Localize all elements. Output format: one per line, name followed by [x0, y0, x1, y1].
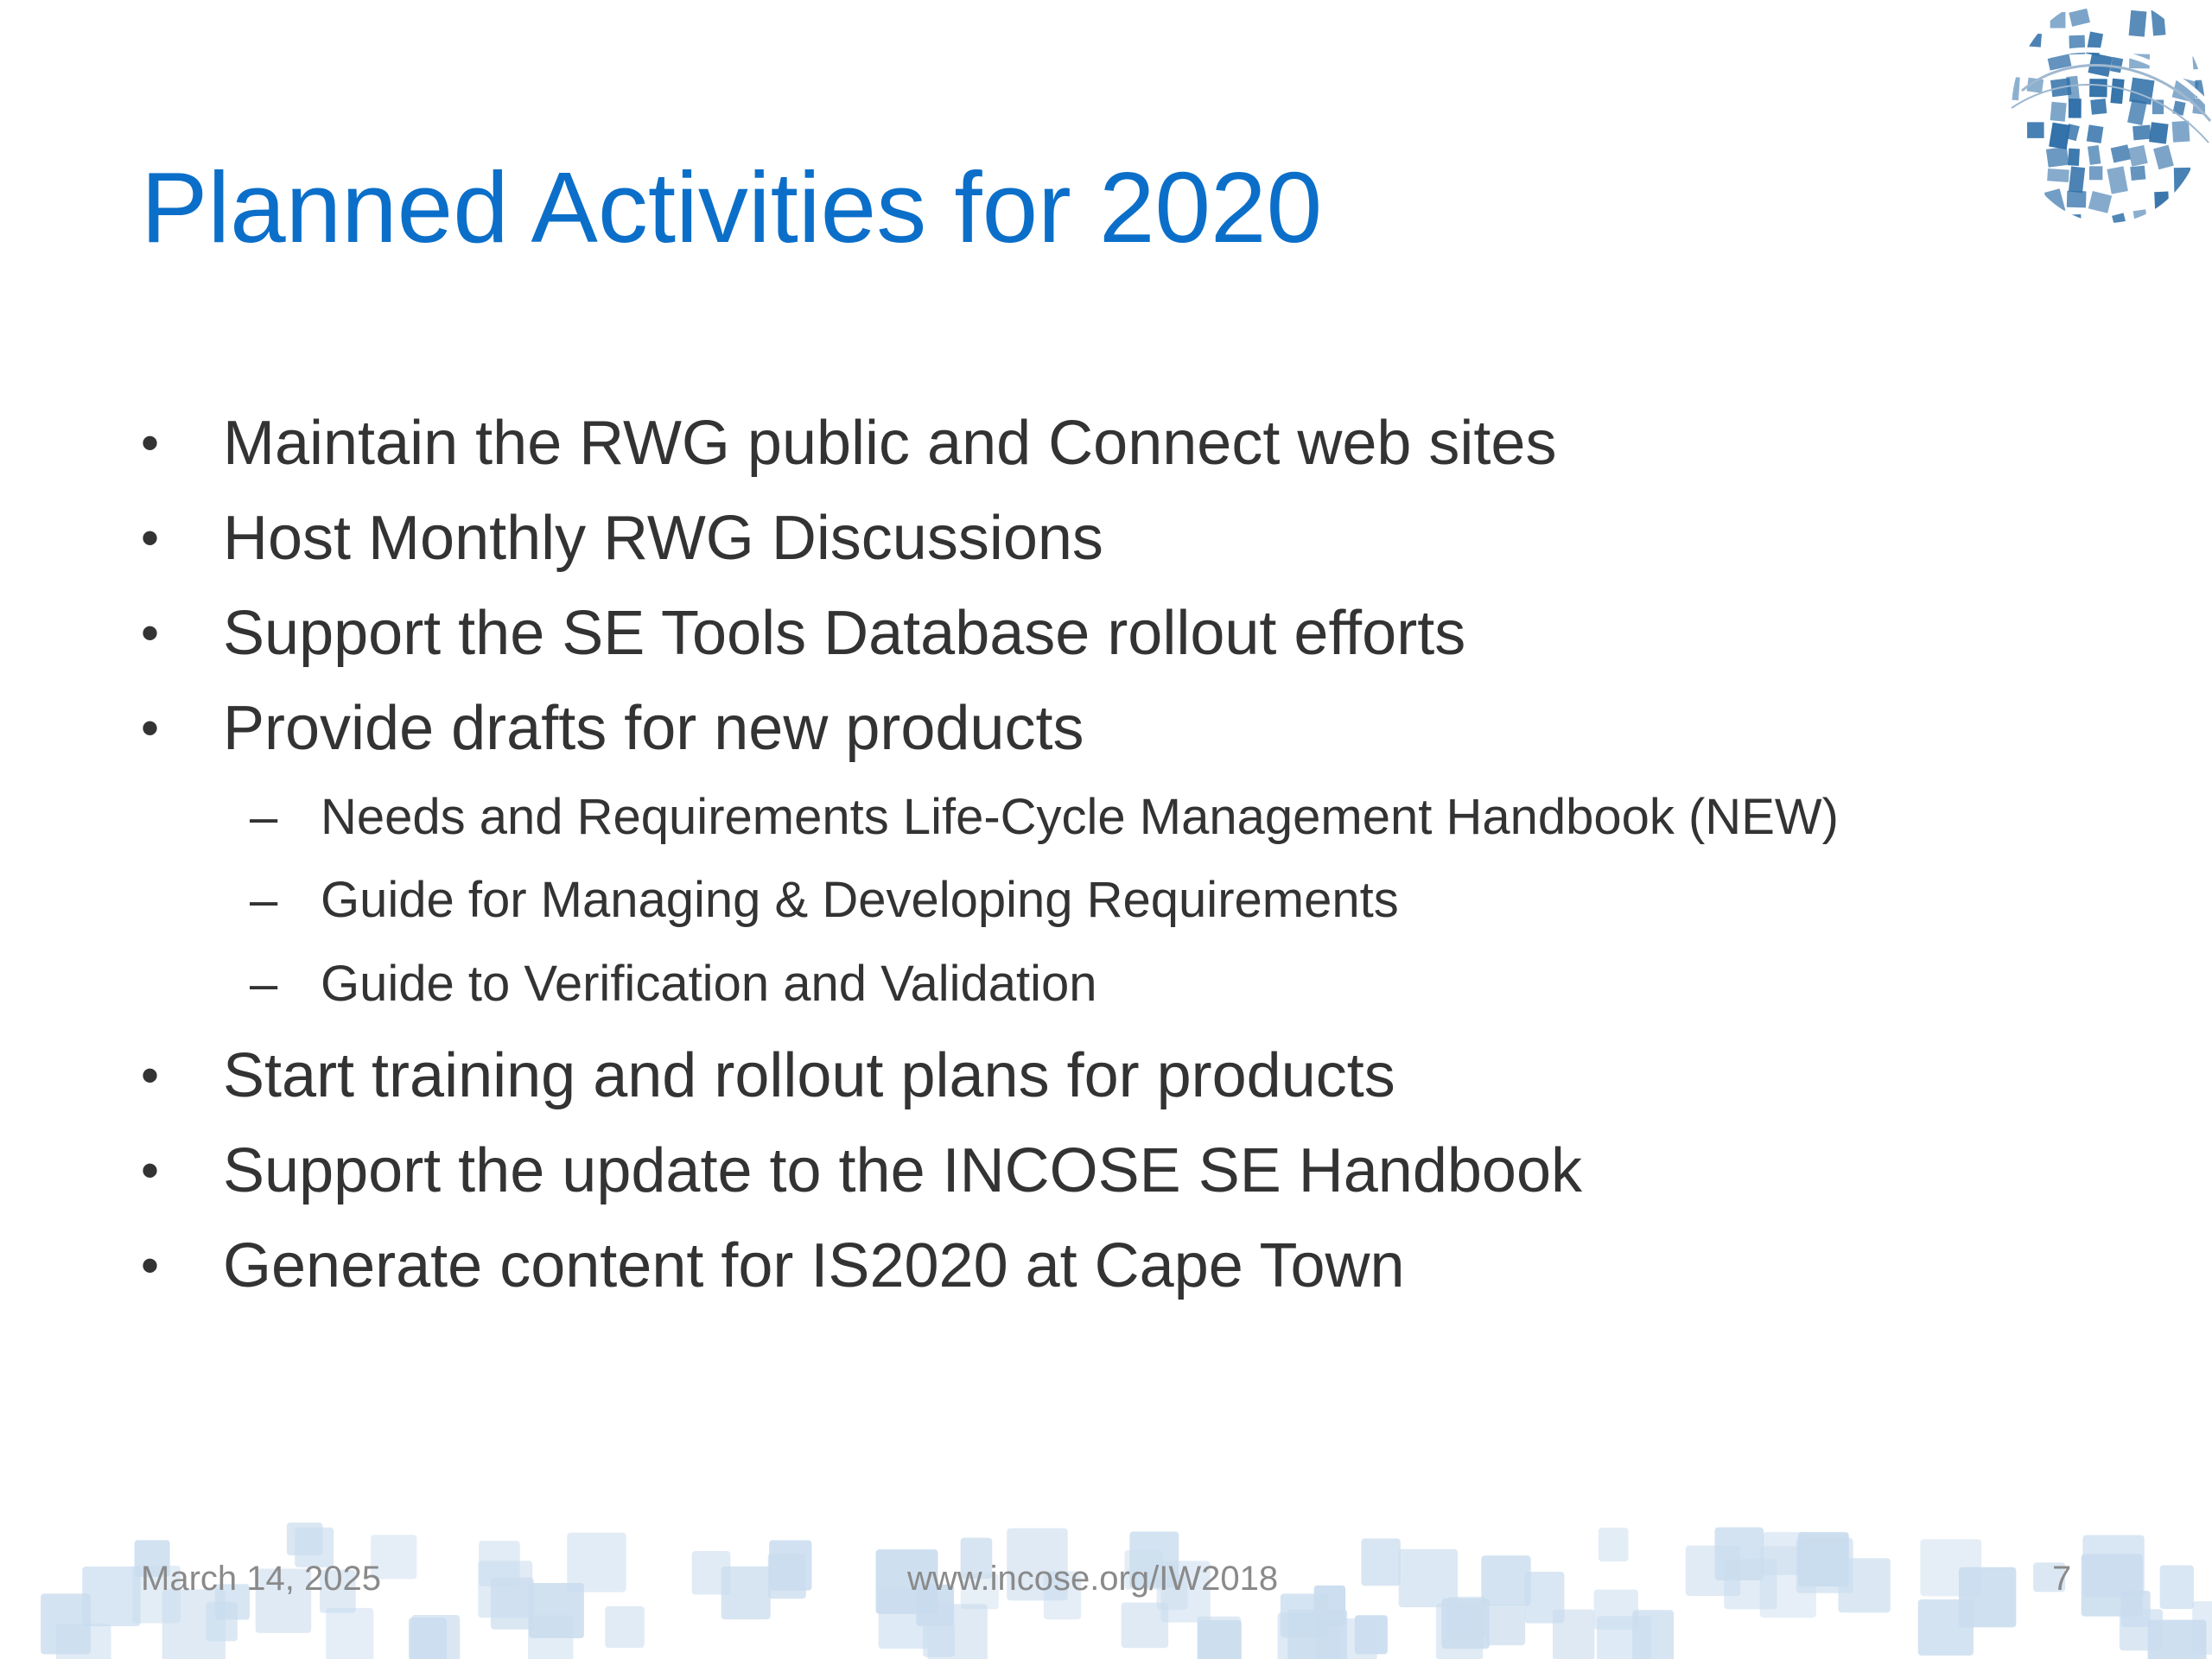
- sub-bullet-text: Needs and Requirements Life-Cycle Management Handbook (NEW): [321, 789, 1839, 845]
- bullet-marker: •: [141, 414, 160, 472]
- bullet-marker: •: [141, 1236, 160, 1294]
- footer-page-number: 7: [2052, 1560, 2072, 1598]
- bullet-text: Maintain the RWG public and Connect web sites: [223, 409, 1557, 478]
- bullet-text: Host Monthly RWG Discussions: [223, 504, 1103, 573]
- sub-bullet-marker: –: [250, 789, 278, 845]
- bullet-marker: •: [141, 604, 160, 662]
- bullet-text: Generate content for IS2020 at Cape Town: [223, 1231, 1405, 1300]
- sub-bullet-marker: –: [250, 956, 278, 1012]
- bullet-text: Support the SE Tools Database rollout efforts: [223, 599, 1466, 668]
- sub-bullet-text: Guide to Verification and Validation: [321, 956, 1097, 1012]
- footer-date: March 14, 2025: [141, 1560, 381, 1598]
- sub-bullet-marker: –: [250, 872, 278, 928]
- sub-bullet-text: Guide for Managing & Developing Requirements: [321, 872, 1399, 928]
- bullet-text: Provide drafts for new products: [223, 694, 1084, 763]
- bullet-marker: •: [141, 699, 160, 757]
- bullet-text: Support the update to the INCOSE SE Handbook: [223, 1136, 1582, 1205]
- bullet-marker: •: [141, 509, 160, 567]
- footer-url: www.incose.org/IW2018: [907, 1560, 1279, 1598]
- bullet-marker: •: [141, 1046, 160, 1104]
- slide-title: Planned Activities for 2020: [141, 151, 1323, 264]
- bullet-text: Start training and rollout plans for products: [223, 1041, 1395, 1110]
- bullet-marker: •: [141, 1141, 160, 1199]
